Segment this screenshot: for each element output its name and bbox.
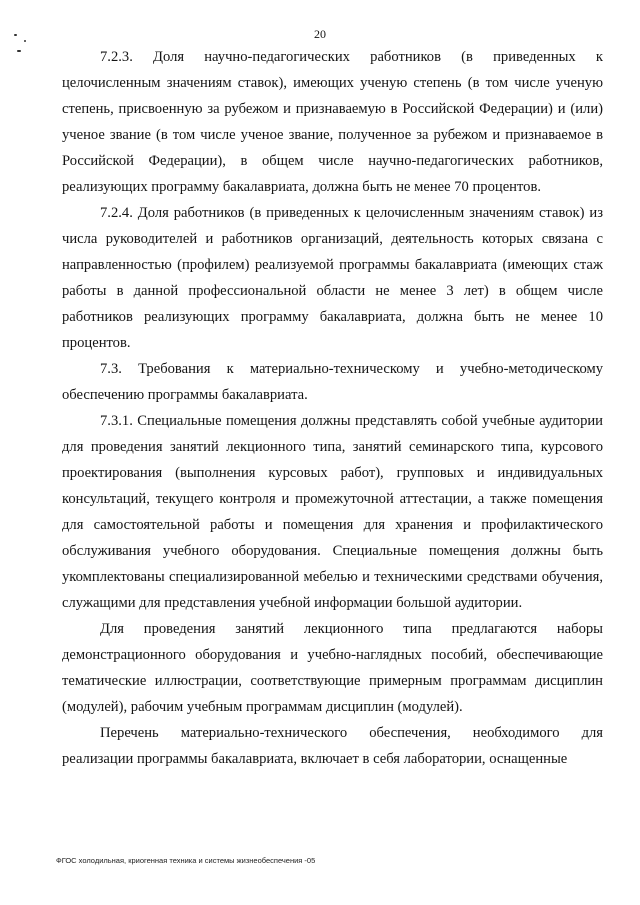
paragraph-equipment-list: Перечень материально-технического обеспечения, необходимого для реализации программы бакалавриата, включает в себя лаборатории, оснащенные: [62, 725, 603, 767]
page-number: 20: [314, 27, 326, 41]
paragraph-7-2-4: 7.2.4. Доля работников (в приведенных к целочисленным значениям ставок) из числа руководителей и работников организаций, деятельность которых связана с направленностью (профилем) реализуемой программы бакалавриата (имеющих стаж работы в данной профессиональной области не менее 3 лет) в общем числе работников реализующих программу бакалавриата, должна быть не менее 10 процентов.: [62, 205, 603, 351]
paragraph-7-2-3: 7.2.3. Доля научно-педагогических работников (в приведенных к целочисленным значениям ставок), имеющих ученую степень (в том числе ученую степень, присвоенную за рубежом и признаваемую в Российской Федерации) и (или) ученое звание (в том числе ученое звание, полученное за рубежом и признаваемое в Российской Федерации), в общем числе научно-педагогических работников, реализующих программу бакалавриата, должна быть не менее 70 процентов.: [62, 49, 603, 195]
paragraph-7-3-1: 7.3.1. Специальные помещения должны представлять собой учебные аудитории для проведения занятий лекционного типа, занятий семинарского типа, курсового проектирования (выполнения курсовых работ), групповых и индивидуальных консультаций, текущего контроля и промежуточной аттестации, а также помещения для самостоятельной работы и помещения для хранения и профилактического обслуживания учебного оборудования. Специальные помещения должны быть укомплектованы специализированной мебелью и техническими средствами обучения, служащими для представления учебной информации большой аудитории.: [62, 413, 603, 611]
paragraph-7-3: 7.3. Требования к материально-техническому и учебно-методическому обеспечению программы бакалавриата.: [62, 361, 603, 403]
paragraph-lecture-equipment: Для проведения занятий лекционного типа предлагаются наборы демонстрационного оборудования и учебно-наглядных пособий, обеспечивающие тематические иллюстрации, соответствующие примерным программам дисциплин (модулей), рабочим учебным программам дисциплин (модулей).: [62, 621, 603, 715]
document-footer: ФГОС холодильная, криогенная техника и системы жизнеобеспечения -05: [56, 856, 316, 865]
document-body: [62, 44, 603, 772]
scan-speck: [17, 50, 21, 52]
